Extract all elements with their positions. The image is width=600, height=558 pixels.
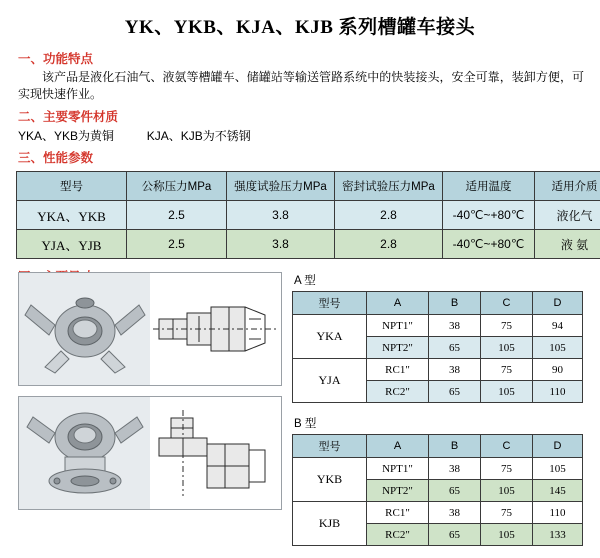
th-medium: 适用介质	[535, 172, 600, 201]
table-row	[293, 315, 583, 337]
page-title: YK、YKB、KJA、KJB 系列槽罐车接头	[0, 0, 600, 45]
th-c: C	[481, 292, 533, 315]
th-model: 型号	[17, 172, 127, 201]
cell-d: 145	[533, 480, 583, 502]
th-nominal-pressure: 公称压力MPa	[127, 172, 227, 201]
material-line	[18, 127, 600, 144]
cell-b: 38	[429, 458, 481, 480]
cell-b: 65	[429, 337, 481, 359]
table-row	[293, 359, 583, 381]
cell-b: 65	[429, 480, 481, 502]
cell-d: 94	[533, 315, 583, 337]
product-image-a	[18, 272, 282, 386]
cell-d: 110	[533, 381, 583, 403]
th-a: A	[367, 435, 429, 458]
cell-seal-test-pressure: 2.8	[335, 230, 443, 259]
dimension-table-a	[292, 291, 583, 403]
material-right: KJA、KJB为不锈钢	[147, 129, 251, 143]
section-heading-features: 一、功能特点	[18, 49, 600, 67]
th-model: 型号	[293, 292, 367, 315]
th-strength-test-pressure: 强度试验压力MPa	[227, 172, 335, 201]
th-a: A	[367, 292, 429, 315]
cell-temperature: -40℃~+80℃	[443, 230, 535, 259]
cell-c: 105	[481, 524, 533, 546]
product-images-column	[18, 272, 282, 520]
cell-b: 65	[429, 524, 481, 546]
drawing-b	[150, 397, 281, 509]
dimension-tables-column	[292, 272, 584, 558]
section-heading-material: 二、主要零件材质	[18, 107, 600, 125]
cell-nominal-pressure: 2.5	[127, 230, 227, 259]
cell-strength-test-pressure: 3.8	[227, 230, 335, 259]
photo-a	[19, 273, 150, 385]
th-b: B	[429, 292, 481, 315]
cell-model: YKA	[293, 315, 367, 359]
cell-temperature: -40℃~+80℃	[443, 201, 535, 230]
cell-c: 75	[481, 458, 533, 480]
cell-model: YKB	[293, 458, 367, 502]
coupling-drawing-b-graphic	[153, 410, 279, 496]
cell-a: NPT2"	[367, 337, 429, 359]
cell-a: RC1"	[367, 359, 429, 381]
cell-b: 38	[429, 315, 481, 337]
table-row	[293, 502, 583, 524]
coupling-photo-a-graphic	[21, 281, 149, 377]
cell-a: NPT1"	[367, 458, 429, 480]
table-row	[17, 230, 600, 259]
cell-c: 105	[481, 381, 533, 403]
section-heading-performance: 三、性能参数	[18, 148, 600, 166]
performance-table	[16, 171, 600, 259]
dimension-table-b	[292, 434, 583, 546]
table-row	[17, 201, 600, 230]
features-text: 该产品是液化石油气、液氨等槽罐车、储罐站等输送管路系统中的快装接头，安全可靠，装卸方便，可实现快速作业。	[18, 69, 584, 103]
cell-model: YJA	[293, 359, 367, 403]
cell-d: 105	[533, 458, 583, 480]
cell-b: 65	[429, 381, 481, 403]
cell-d: 110	[533, 502, 583, 524]
cell-c: 105	[481, 480, 533, 502]
th-d: D	[533, 292, 583, 315]
cell-model: YJA、YJB	[17, 230, 127, 259]
dimension-table-a-label: A 型	[294, 272, 584, 288]
cell-b: 38	[429, 502, 481, 524]
dimension-table-b-label: B 型	[294, 415, 584, 431]
cell-c: 75	[481, 502, 533, 524]
cell-c: 75	[481, 359, 533, 381]
cell-model: YKA、YKB	[17, 201, 127, 230]
th-c: C	[481, 435, 533, 458]
table-header-row	[17, 172, 600, 201]
table-header-row	[293, 292, 583, 315]
th-seal-test-pressure: 密封试验压力MPa	[335, 172, 443, 201]
th-model: 型号	[293, 435, 367, 458]
th-b: B	[429, 435, 481, 458]
material-left: YKA、YKB为黄铜	[18, 129, 114, 143]
cell-medium: 液化气	[535, 201, 600, 230]
cell-medium: 液 氨	[535, 230, 600, 259]
table-header-row	[293, 435, 583, 458]
product-image-b	[18, 396, 282, 510]
cell-a: NPT2"	[367, 480, 429, 502]
cell-a: RC2"	[367, 524, 429, 546]
cell-strength-test-pressure: 3.8	[227, 201, 335, 230]
coupling-drawing-a-graphic	[153, 289, 279, 369]
th-d: D	[533, 435, 583, 458]
cell-model: KJB	[293, 502, 367, 546]
cell-c: 105	[481, 337, 533, 359]
coupling-photo-b-graphic	[21, 403, 149, 503]
cell-a: RC2"	[367, 381, 429, 403]
cell-nominal-pressure: 2.5	[127, 201, 227, 230]
cell-a: RC1"	[367, 502, 429, 524]
cell-c: 75	[481, 315, 533, 337]
cell-d: 105	[533, 337, 583, 359]
drawing-a	[150, 273, 281, 385]
cell-d: 133	[533, 524, 583, 546]
photo-b	[19, 397, 150, 509]
cell-seal-test-pressure: 2.8	[335, 201, 443, 230]
th-temperature: 适用温度	[443, 172, 535, 201]
cell-a: NPT1"	[367, 315, 429, 337]
cell-b: 38	[429, 359, 481, 381]
cell-d: 90	[533, 359, 583, 381]
table-row	[293, 458, 583, 480]
